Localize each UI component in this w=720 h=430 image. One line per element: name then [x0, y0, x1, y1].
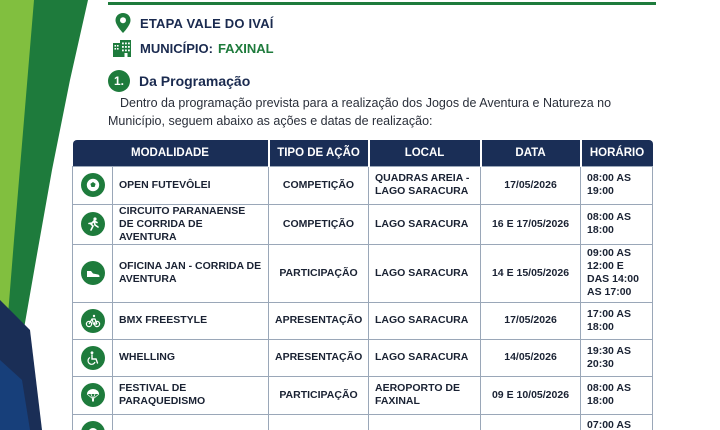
program-table	[72, 140, 653, 430]
table-row	[73, 302, 653, 339]
icon-cell	[73, 244, 113, 302]
data-cell: 14/05/2026	[481, 339, 581, 376]
tipo-cell: COMPETIÇÃO	[269, 166, 369, 204]
local-cell: LAGO SARACURA	[369, 339, 481, 376]
data-cell: 17/05/2026	[481, 166, 581, 204]
horario-cell: 08:00 AS 19:00	[581, 166, 653, 204]
icon-cell	[73, 166, 113, 204]
tipo-cell: PARTICIPAÇÃO	[269, 376, 369, 414]
tipo-cell: APRESENTAÇÃO	[269, 339, 369, 376]
table-row	[73, 244, 653, 302]
bicycle-icon	[81, 309, 105, 333]
horario-cell: 08:00 AS 18:00	[581, 204, 653, 244]
horario-cell: 08:00 AS 18:00	[581, 376, 653, 414]
building-icon	[112, 39, 132, 57]
local-cell: QUADRAS AREIA - LAGO SARACURA	[369, 166, 481, 204]
soccer-ball-icon	[81, 173, 105, 197]
header-horario: HORÁRIO	[581, 140, 653, 166]
wheelchair-icon	[81, 346, 105, 370]
runner-icon	[81, 212, 105, 236]
modalidade-cell: FESTIVAL DE PARAQUEDISMO	[113, 376, 269, 414]
modalidade-cell: WHELLING	[113, 339, 269, 376]
header-data: DATA	[481, 140, 581, 166]
generic-sport-icon	[81, 421, 105, 430]
tipo-cell	[269, 414, 369, 430]
section-title: Da Programação	[139, 73, 251, 89]
data-cell: 16 E 17/05/2026	[481, 204, 581, 244]
table-row	[73, 414, 653, 430]
data-cell	[481, 414, 581, 430]
table-row	[73, 166, 653, 204]
icon-cell	[73, 302, 113, 339]
etapa-title: ETAPA VALE DO IVAÍ	[140, 15, 274, 31]
section-number: 1.	[108, 70, 130, 92]
horario-cell: 09:00 AS 12:00 E DAS 14:00 AS 17:00	[581, 244, 653, 302]
header-modalidade: MODALIDADE	[73, 140, 269, 166]
horario-cell: 17:00 AS 18:00	[581, 302, 653, 339]
icon-cell	[73, 339, 113, 376]
parachute-icon	[81, 383, 105, 407]
local-cell: LAGO SARACURA	[369, 244, 481, 302]
local-cell: LAGO SARACURA	[369, 204, 481, 244]
modalidade-cell	[113, 414, 269, 430]
header-local: LOCAL	[369, 140, 481, 166]
municipio-line	[112, 38, 274, 58]
top-rule	[108, 2, 656, 5]
tipo-cell: PARTICIPAÇÃO	[269, 244, 369, 302]
location-pin-icon	[114, 12, 132, 34]
etapa-line	[114, 12, 274, 34]
data-cell: 09 E 10/05/2026	[481, 376, 581, 414]
municipio-label: MUNICÍPIO:	[140, 40, 213, 56]
modalidade-cell: OPEN FUTEVÔLEI	[113, 166, 269, 204]
local-cell: AEROPORTO DE FAXINAL	[369, 376, 481, 414]
local-cell	[369, 414, 481, 430]
icon-cell	[73, 414, 113, 430]
header-tipo: TIPO DE AÇÃO	[269, 140, 369, 166]
intro-paragraph: Dentro da programação prevista para a realização dos Jogos de Aventura e Natureza no Município, seguem abaixo as ações e datas de realização:	[108, 96, 612, 128]
table-row	[73, 376, 653, 414]
table-row	[73, 204, 653, 244]
data-cell: 17/05/2026	[481, 302, 581, 339]
horario-cell: 07:00 AS	[581, 414, 653, 430]
icon-cell	[73, 204, 113, 244]
municipio-value: FAXINAL	[217, 40, 274, 56]
tipo-cell: APRESENTAÇÃO	[269, 302, 369, 339]
local-cell: LAGO SARACURA	[369, 302, 481, 339]
section-heading	[108, 70, 250, 92]
tipo-cell: COMPETIÇÃO	[269, 204, 369, 244]
table-row	[73, 339, 653, 376]
modalidade-cell: OFICINA JAN - CORRIDA DE AVENTURA	[113, 244, 269, 302]
horario-cell: 19:30 AS 20:30	[581, 339, 653, 376]
icon-cell	[73, 376, 113, 414]
sneaker-icon	[81, 261, 105, 285]
table-header-row	[73, 140, 653, 166]
modalidade-cell: BMX FREESTYLE	[113, 302, 269, 339]
data-cell: 14 E 15/05/2026	[481, 244, 581, 302]
modalidade-cell: CIRCUITO PARANAENSE DE CORRIDA DE AVENTURA	[113, 204, 269, 244]
